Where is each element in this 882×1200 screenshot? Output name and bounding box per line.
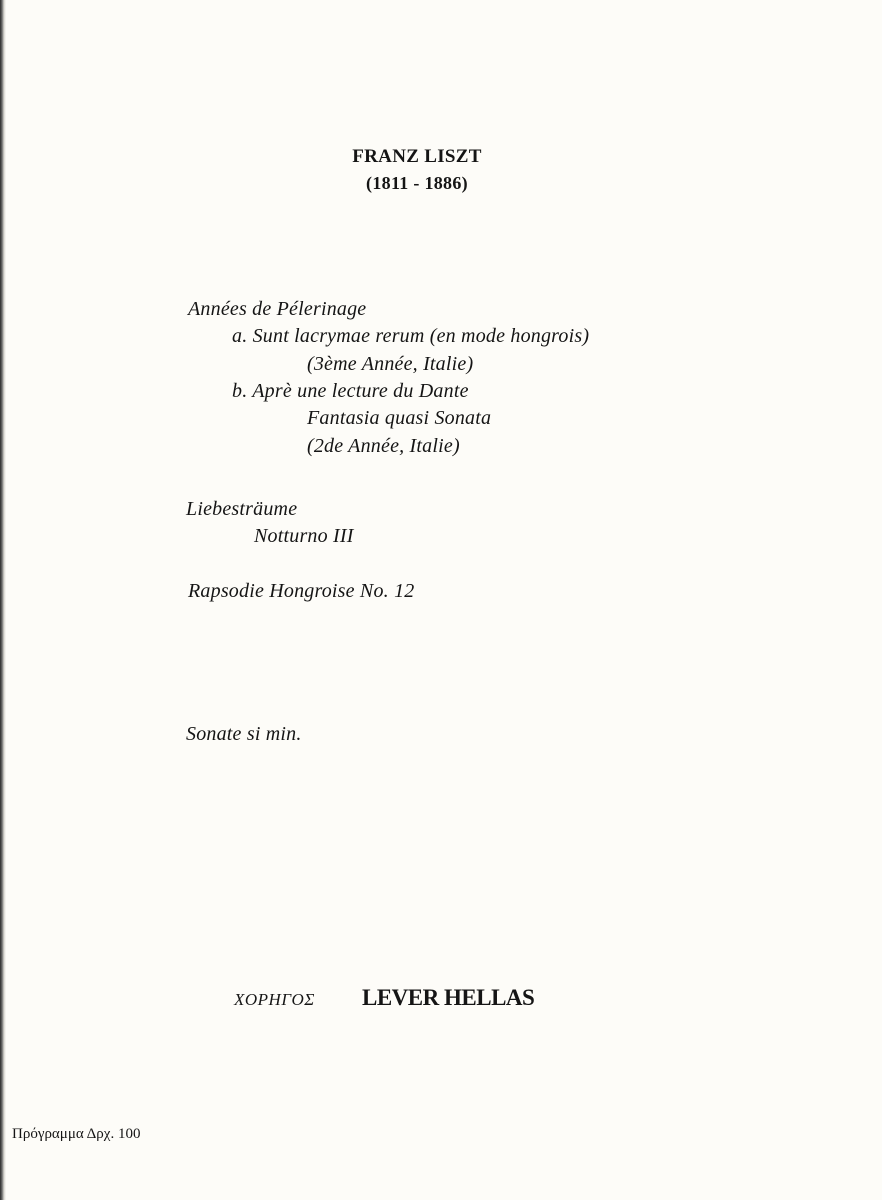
annees-item-b: b. Aprè une lecture du Dante — [232, 380, 469, 402]
sponsor-name: LEVER HELLAS — [362, 985, 535, 1010]
annees-title: Années de Pélerinage — [188, 298, 367, 320]
composer-dates: (1811 - 1886) — [366, 173, 468, 193]
annees-item-a-note: (3ème Année, Italie) — [307, 353, 474, 375]
program-price: Πρόγραμμα Δρχ. 100 — [12, 1126, 141, 1142]
annees-item-b-note: (2de Année, Italie) — [307, 435, 460, 457]
composer-name: FRANZ LISZT — [352, 146, 482, 167]
sponsor-label: ΧΟΡΗΓΟΣ — [234, 990, 315, 1009]
sonate-title: Sonate si min. — [186, 723, 302, 745]
liebestraume-subtitle: Notturno III — [254, 525, 354, 547]
liebestraume-title: Liebesträume — [186, 498, 298, 520]
annees-item-a: a. Sunt lacrymae rerum (en mode hongrois) — [232, 325, 590, 347]
rapsodie-title: Rapsodie Hongroise No. 12 — [188, 580, 415, 602]
annees-item-b-subtitle: Fantasia quasi Sonata — [307, 407, 492, 429]
